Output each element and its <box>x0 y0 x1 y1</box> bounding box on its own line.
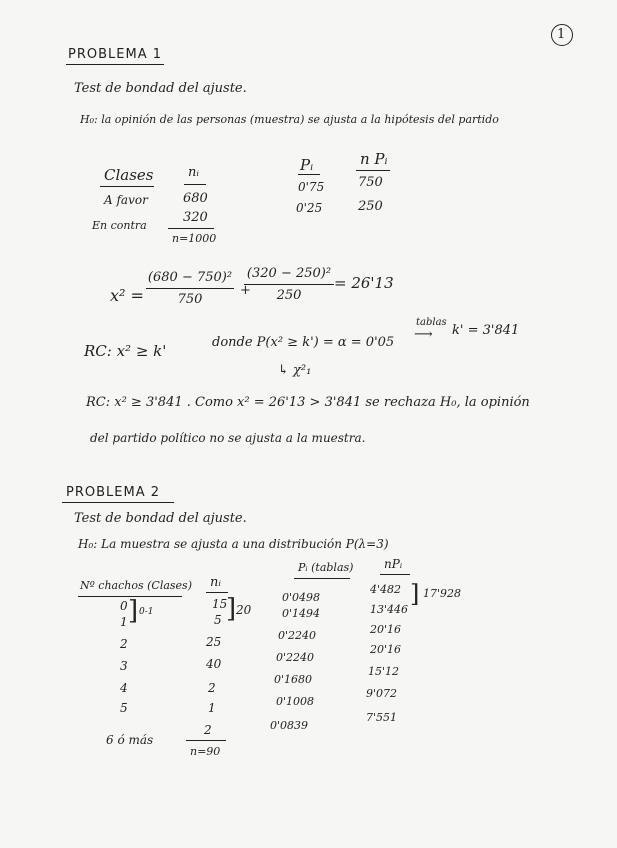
p2-header-npi: nPᵢ <box>384 557 403 571</box>
p2-row4-ni: 2 <box>208 681 216 695</box>
p1-header-pi-underline <box>298 174 320 175</box>
chi-result: = 26'13 <box>334 274 394 292</box>
conclusion-line-1: RC: x² ≥ 3'841 . Como x² = 26'13 > 3'841 se rechaza H₀, la opinión <box>86 395 530 410</box>
p1-row2-pi: 0'25 <box>296 201 323 215</box>
chi-lhs: x² = <box>110 286 144 305</box>
p2-row5-clase: 5 <box>120 701 128 715</box>
p2-row5-npi: 9'072 <box>366 687 398 700</box>
p2-header-pi: Pᵢ (tablas) <box>298 561 354 574</box>
p2-row0-pi: 0'0498 <box>282 591 321 604</box>
frac2-denominator: 250 <box>276 288 302 303</box>
frac1-denominator: 750 <box>177 292 203 307</box>
problem1-hypothesis: H₀: la opinión de las personas (muestra) se ajusta a la hipótesis del partido <box>80 113 499 126</box>
p2-header-ni-underline <box>206 592 228 593</box>
p2-row3-clase: 3 <box>120 659 128 673</box>
problem2-title-underline <box>62 502 174 503</box>
p2-row5-ni: 1 <box>208 701 216 715</box>
p2-row1-npi: 13'446 <box>370 603 409 616</box>
chi-fraction-1 <box>146 270 234 307</box>
p1-header-pi: Pᵢ <box>300 156 314 174</box>
p2-row2-clase: 2 <box>120 637 128 651</box>
page-number: 1 <box>557 27 566 42</box>
p2-header-ni: nᵢ <box>210 575 221 590</box>
p2-row6-npi: 7'551 <box>366 711 398 724</box>
p2-bracket-npi: ] <box>410 580 420 608</box>
tablas-label: tablas <box>416 317 447 328</box>
p2-group-01: 0-1 <box>139 607 154 617</box>
p2-group-npi: 17'928 <box>423 587 462 600</box>
p1-header-ni-underline <box>184 184 206 185</box>
p2-bracket-ni: ] <box>226 594 237 624</box>
chi-plus: + <box>240 283 251 298</box>
p1-row1-clase: A favor <box>104 193 148 207</box>
p2-total-rule <box>186 740 226 741</box>
p2-row0-ni: 15 <box>212 597 228 611</box>
p2-row3-npi: 20'16 <box>370 643 402 656</box>
p1-row2-ni: 320 <box>183 210 208 225</box>
tablas-arrow: ⟶ <box>414 327 433 342</box>
p2-header-clases: Nº chachos (Clases) <box>80 579 192 592</box>
p2-row2-ni: 25 <box>206 635 222 649</box>
p1-row2-clase: En contra <box>92 219 147 232</box>
p1-header-clases: Clases <box>104 166 154 184</box>
p2-row1-pi: 0'1494 <box>282 607 321 620</box>
p2-row4-clase: 4 <box>120 681 128 695</box>
p1-header-clases-underline <box>100 186 154 187</box>
frac1-numerator: (680 − 750)² <box>147 270 233 285</box>
p2-row5-pi: 0'1008 <box>276 695 315 708</box>
p2-row1-clase: 1 <box>120 615 128 629</box>
chi-fraction-2 <box>244 266 334 303</box>
p2-row4-npi: 15'12 <box>368 665 400 678</box>
p2-row3-ni: 40 <box>206 657 222 671</box>
p1-header-ni: nᵢ <box>188 165 199 180</box>
frac2-numerator: (320 − 250)² <box>246 266 332 281</box>
p2-header-npi-underline <box>380 574 410 575</box>
p2-row0-npi: 4'482 <box>370 583 402 596</box>
p2-row0-clase: 0 <box>120 599 128 613</box>
p1-header-npi: n Pᵢ <box>360 150 388 168</box>
p2-row6-ni: 2 <box>204 723 212 737</box>
p2-row6-clase: 6 ó más <box>106 733 154 747</box>
k-value: k' = 3'841 <box>452 323 520 338</box>
problem2-title: PROBLEMA 2 <box>66 485 160 500</box>
p1-row2-npi: 250 <box>358 199 383 214</box>
donde-line: donde P(x² ≥ k') = α = 0'05 <box>212 335 395 350</box>
p2-row3-pi: 0'2240 <box>276 651 315 664</box>
p1-total-rule <box>168 228 214 229</box>
problem1-title: PROBLEMA 1 <box>68 47 162 62</box>
p2-bracket-01: ] <box>128 596 139 626</box>
problem2-subtitle: Test de bondad del ajuste. <box>74 511 247 526</box>
rc-line: RC: x² ≥ k' <box>84 342 167 360</box>
p2-group-ni: 20 <box>236 603 252 617</box>
problem1-subtitle: Test de bondad del ajuste. <box>74 81 247 96</box>
p2-header-pi-underline <box>294 578 350 579</box>
p1-row1-npi: 750 <box>358 175 383 190</box>
p2-row1-ni: 5 <box>214 613 222 627</box>
p1-header-npi-underline <box>356 170 390 171</box>
p1-total: n=1000 <box>172 232 217 245</box>
problem2-hypothesis: H₀: La muestra se ajusta a una distribución P(λ=3) <box>78 537 389 551</box>
p1-row1-pi: 0'75 <box>298 180 325 194</box>
p2-total: n=90 <box>190 745 221 758</box>
p2-row6-pi: 0'0839 <box>270 719 309 732</box>
problem1-title-underline <box>66 64 164 65</box>
conclusion-line-2: del partido político no se ajusta a la muestra. <box>90 431 366 445</box>
p2-row2-npi: 20'16 <box>370 623 402 636</box>
p1-row1-ni: 680 <box>183 191 208 206</box>
p2-row2-pi: 0'2240 <box>278 629 317 642</box>
p2-row4-pi: 0'1680 <box>274 673 313 686</box>
chi-distribution: ↳ χ²₁ <box>278 363 312 378</box>
